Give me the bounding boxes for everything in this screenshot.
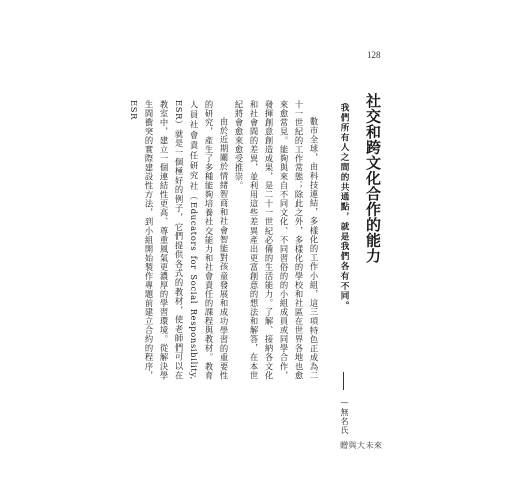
body-paragraph: 由於近期關於情緒智商和社會智能對孩童發展和成功學習的重要性的研究，產生了多種能夠培養社交能力和社會責任的課程與教材。教育人員社會責任研究社（Educators for Social Responsibility, ESR）就是一個極好的例子，它們提供各式的教材，使老師們可以在教室中，建立一個連結性更高、尊重風氣更濃厚的學習環境。從解決學生間衝突的實際建設性方法，到小組開始製作專題前建立合約的程序，ESR bbox=[129, 100, 229, 380]
body-text bbox=[129, 100, 321, 380]
running-footer: 贈與大未來 bbox=[340, 441, 383, 450]
body-paragraph: 數市全球，由科技連結，多樣化的工作小組，這三項特色正成為二十一世紀的工作常態；除此之外，多樣化的學校和社區在世界各地也愈來愈常見。能夠與來自不同文化、不同習俗的的小組成員或同學合作，發揮創意創造成果，是二十一世紀必備的生活能力。了解、接納各文化和社會間的差異，並利用這些差異產出更富創意的想法和解答，在本世紀將會愈來愈受推崇。 bbox=[234, 100, 319, 380]
epigraph: 我們所有人之間的共通點，就是我們各有不同。 bbox=[339, 103, 349, 311]
epigraph-attribution: —無名氏 bbox=[340, 398, 349, 435]
chapter-title: 社交和跨文化合作的能力 bbox=[364, 93, 382, 264]
attribution-rule bbox=[343, 372, 344, 390]
page-number: 128 bbox=[367, 50, 381, 60]
